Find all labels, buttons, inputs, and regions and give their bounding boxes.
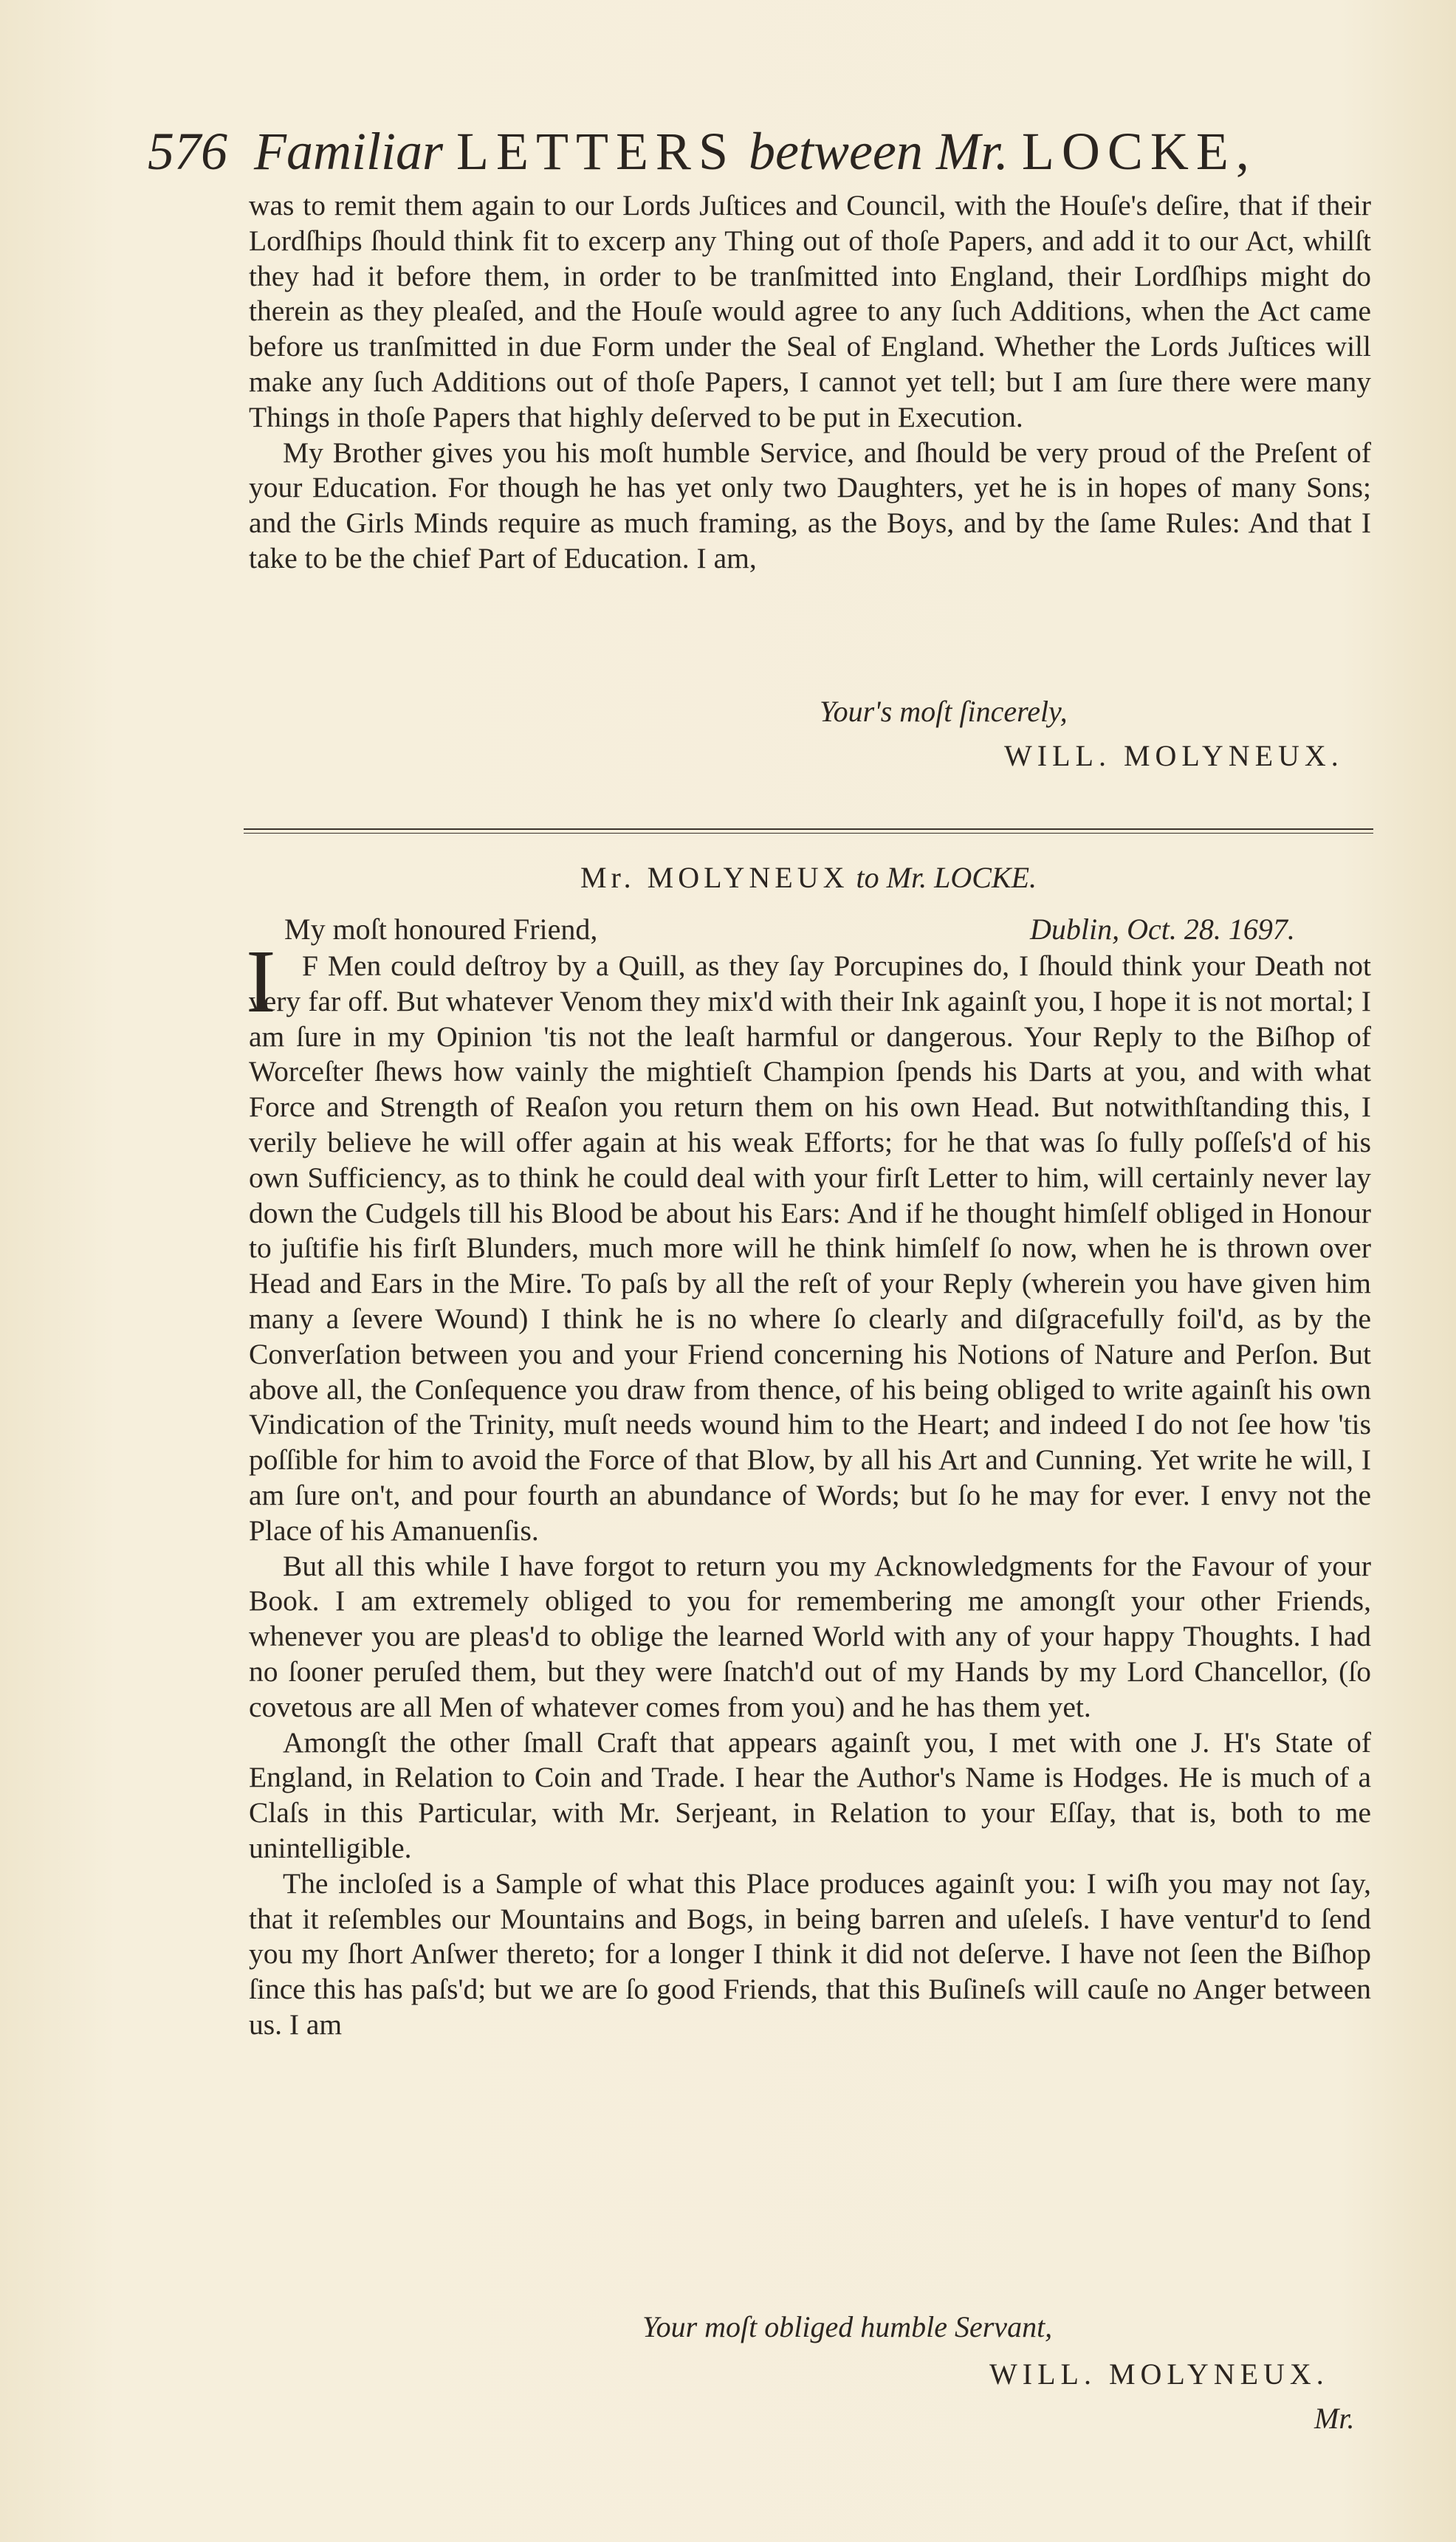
letter-paragraph-2: But all this while I have forgot to return you my Acknowledgments for the Favour of your Book. I am extremely obliged to you for remembering me amongſt your other Friends, whenever you are pleas'd to oblige the learned World with any of your happy Thoughts. I had no ſooner peruſed them, but they were ſnatch'd out of my Hands by my Lord Chancellor, (ſo covetous are all Men of whatever comes from you) and he has them yet. xyxy=(249,1549,1371,1723)
letter-paragraph-1 xyxy=(249,949,1371,1549)
salutation: My moſt honoured Friend, xyxy=(284,913,598,946)
page-number: 576 xyxy=(148,122,227,181)
continued-paragraph-2: My Brother gives you his moſt humble Service, and ſhould be very proud of the Preſent of your Education. For though he has yet only two Daughters, yet he is in hopes of many Sons; and the Girls Minds require as much framing, as the Boys, and by the ſame Rules: And that I take to be the chief Part of Education. I am, xyxy=(249,436,1371,574)
letter-heading-from: Mr. MOLYNEUX xyxy=(580,861,849,894)
running-head xyxy=(148,118,1359,185)
dateline: Dublin, Oct. 28. 1697. xyxy=(1030,913,1295,946)
section-divider xyxy=(244,828,1373,834)
running-head-familiar: Familiar xyxy=(254,122,444,181)
letter-paragraph-4: The incloſed is a Sample of what this Place produces againſt you: I wiſh you may not ſay, that it reſembles our Mountains and Bogs, in being barren and uſeleſs. I have ventur'd to ſend you my ſhort Anſwer thereto; for a longer I think it did not deſerve. I have not ſeen the Biſhop ſince this has paſs'd; but we are ſo good Friends, that this Buſineſs will cauſe no Anger between us. I am xyxy=(249,1866,1371,2041)
letter-paragraph-1-text: F Men could deſtroy by a Quill, as they ſay Porcupines do, I ſhould think your Death not very far off. But whatever Venom they mix'd with their Ink againſt you, I hope it is not mortal; I am ſure in my Opinion 'tis not the leaſt harmful or dangerous. Your Reply to the Biſhop of Worceſter ſhews how vainly the mightieſt Champion ſpends his Darts at you, and with what Force and Strength of Reaſon you return them on his own Head. But notwithſtanding this, I verily believe he will offer again at his weak Efforts; for he that was ſo fully poſſeſs'd of his own Sufficiency, as to think he could deal with your firſt Letter to him, will certainly never lay down the Cudgels till his Blood be about his Ears: And if he thought himſelf obliged in Honour to juſtifie his firſt Blunders, much more will he think himſelf ſo now, when he is thrown over Head and Ears in the Mire. To paſs by all the reſt of your Reply (wherein you have given him many a ſevere Wound) I think he is no where ſo clearly and diſgracefully foil'd, as by the Converſation between you and your Friend concerning his Notions of Nature and Perſon. But above all, the Conſequence you draw from thence, of his being obliged to write againſt his own Vindication of the Trinity, muſt needs wound him to the Heart; and indeed I do not ſee how 'tis poſſible for him to avoid the Force of that Blow, by all his Art and Cunning. Yet write he will, I am ſure on't, and pour fourth an abundance of Words; but ſo he may for ever. I envy not the Place of his Amanuenſis. xyxy=(249,949,1371,1547)
running-head-locke: LOCKE, xyxy=(1021,122,1257,181)
new-letter-signature: WILL. MOLYNEUX. xyxy=(989,2357,1329,2391)
drop-cap: I xyxy=(246,932,276,1031)
letter-heading-to: to Mr. LOCKE. xyxy=(856,861,1037,894)
letter-paragraph-3: Amongſt the other ſmall Craft that appears againſt you, I met with one J. H's State of England, in Relation to Coin and Trade. I hear the Author's Name is Hodges. He is much of a Claſs in this Particular, with Mr. Serjeant, in Relation to your Eſſay, that is, both to me unintelligible. xyxy=(249,1725,1371,1864)
catchword: Mr. xyxy=(1314,2402,1355,2435)
new-letter-body xyxy=(249,949,1371,2043)
running-head-between: between Mr. xyxy=(748,122,1009,181)
new-letter-closing: Your moſt obliged humble Servant, xyxy=(642,2310,1053,2343)
continued-paragraph-1: was to remit them again to our Lords Juſtices and Council, with the Houſe's deſire, that if their Lordſhips ſhould think fit to excerp any Thing out of thoſe Papers, and add it to our Act, whilſt they had it before them, in order to be tranſmitted into England, their Lordſhips might do therein as they pleaſed, and the Houſe would agree to any ſuch Additions, when the Act came before us tranſmitted in due Form under the Seal of England. Whether the Lords Juſtices will make any ſuch Additions out of thoſe Papers, I cannot yet tell; but I am ſure there were many Things in thoſe Papers that highly deſerved to be put in Execution. xyxy=(249,189,1371,433)
running-head-letters: LETTERS xyxy=(456,122,735,181)
letter-heading xyxy=(244,860,1373,895)
continued-letter-signature: WILL. MOLYNEUX. xyxy=(1004,739,1344,772)
continued-letter-body xyxy=(249,188,1371,577)
continued-letter-closing: Your's moſt ſincerely, xyxy=(820,695,1068,728)
